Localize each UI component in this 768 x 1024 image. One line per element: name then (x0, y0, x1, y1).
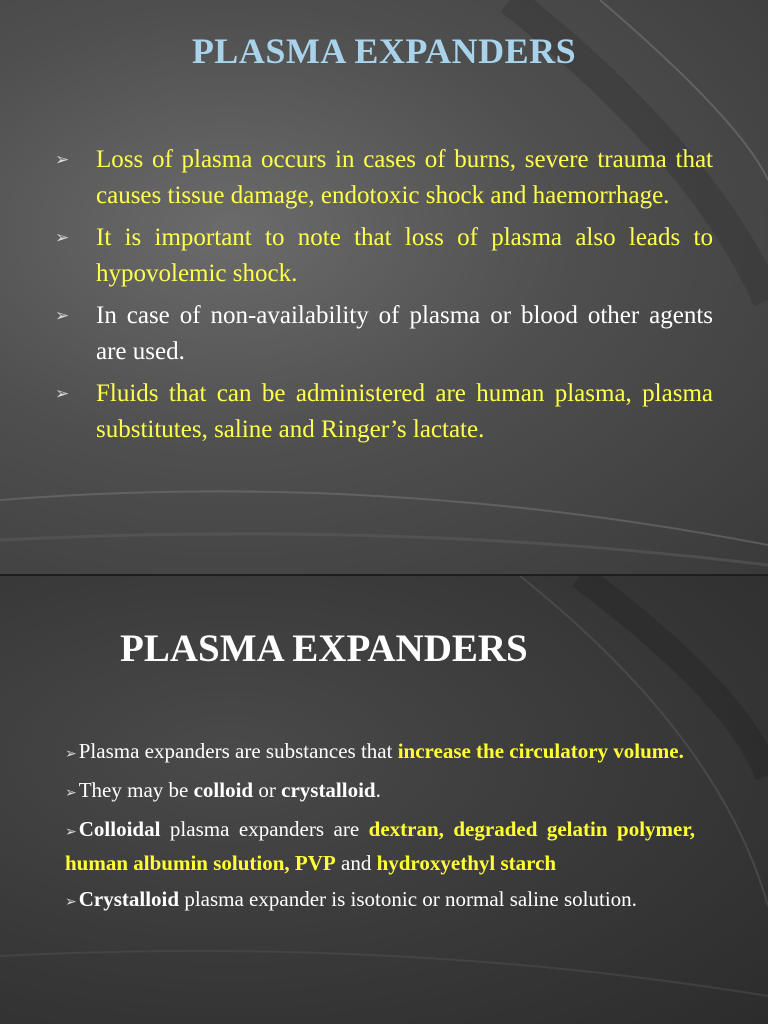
slide-2-title: PLASMA EXPANDERS (120, 627, 528, 670)
bullet-item (65, 884, 695, 918)
highlight-text: increase the circulatory volume. (397, 739, 684, 763)
bullet-text: plasma expanders are (160, 817, 369, 841)
bold-text: crystalloid (281, 778, 376, 802)
bold-text: Crystalloid (78, 887, 180, 911)
bullet-text: Loss of plasma occurs in cases of burns, severe trauma that causes tissue damage, endotoxic shock and haemorrhage. (96, 146, 713, 209)
bullet-text: and (335, 851, 377, 875)
bullet-text: Plasma expanders are substances that (78, 739, 398, 763)
bullet-text: . (375, 778, 381, 802)
arrow-bullet-icon: ➢ (65, 895, 77, 910)
arrow-bullet-icon: ➢ (55, 228, 70, 247)
bullet-item (55, 220, 713, 292)
arrow-bullet-icon: ➢ (65, 786, 77, 801)
bullet-item (55, 142, 713, 214)
bullet-item (65, 814, 695, 879)
arrow-bullet-icon: ➢ (65, 747, 77, 762)
bullet-text: or (253, 778, 282, 802)
bullet-item (65, 775, 695, 809)
arrow-bullet-icon: ➢ (65, 825, 77, 840)
slide-1-title: PLASMA EXPANDERS (191, 31, 577, 71)
highlight-text: dextran, degraded gelatin polymer, human albumin solution, PVP (65, 817, 695, 875)
bold-text: Colloidal (78, 817, 161, 841)
highlight-text: hydroxyethyl starch (376, 851, 557, 875)
arrow-bullet-icon: ➢ (55, 306, 70, 325)
arrow-bullet-icon: ➢ (55, 150, 70, 169)
arrow-bullet-icon: ➢ (55, 384, 70, 403)
slide-1-bullet-list (55, 142, 713, 454)
bullet-item (55, 298, 713, 370)
bullet-text: It is important to note that loss of plasma also leads to hypovolemic shock. (96, 224, 713, 287)
bullet-item (65, 736, 695, 770)
bullet-text: They may be (78, 778, 194, 802)
bullet-text: Fluids that can be administered are human plasma, plasma substitutes, saline and Ringer’s lactate. (96, 380, 713, 443)
bullet-text: plasma expander is isotonic or normal saline solution. (179, 887, 637, 911)
bold-text: colloid (193, 778, 254, 802)
bullet-item (55, 376, 713, 448)
slide-2-bullet-list (65, 736, 695, 923)
slide-2 (0, 576, 768, 1024)
bullet-text: In case of non-availability of plasma or blood other agents are used. (96, 302, 713, 365)
